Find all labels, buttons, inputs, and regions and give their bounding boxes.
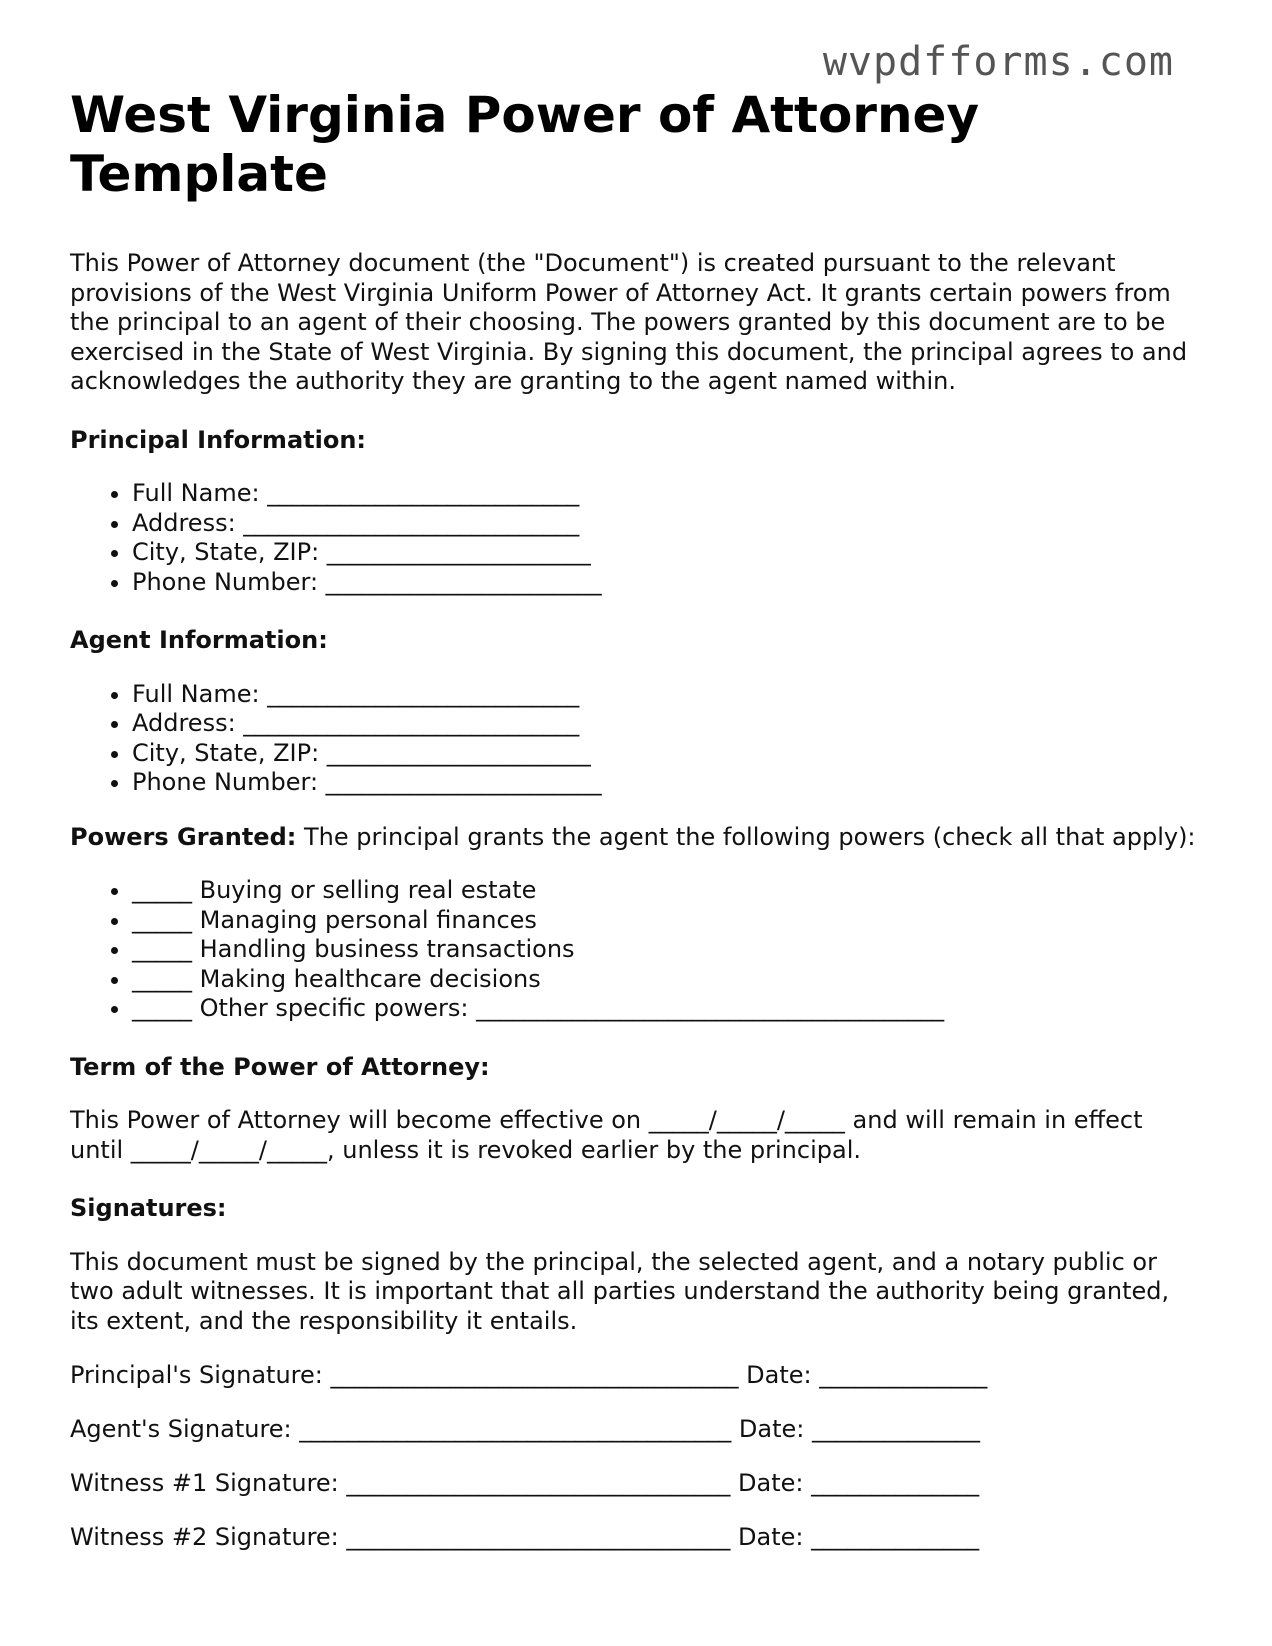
agent-phone-field[interactable]: • Phone Number: _______________________ <box>132 768 1200 798</box>
agent-full-name-field[interactable]: • Full Name: __________________________ <box>132 680 1200 710</box>
power-item-business-transactions[interactable]: • _____ Handling business transactions <box>132 935 1200 965</box>
power-item-other[interactable]: • _____ Other specific powers: _______________________________________ <box>132 994 1200 1024</box>
site-watermark: wvpdfforms.com <box>822 39 1174 85</box>
principal-signature-line[interactable]: Principal's Signature: __________________________________ Date: ______________ <box>70 1361 988 1389</box>
principal-city-state-zip-field[interactable]: • City, State, ZIP: ______________________ <box>132 538 1200 568</box>
powers-heading: Powers Granted: <box>70 822 297 851</box>
powers-paragraph <box>70 823 1200 853</box>
witness-2-signature-line[interactable]: Witness #2 Signature: ________________________________ Date: ______________ <box>70 1523 980 1551</box>
agent-signature-line[interactable]: Agent's Signature: ____________________________________ Date: ______________ <box>70 1415 980 1443</box>
agent-fields-list <box>70 680 1200 798</box>
intro-paragraph: This Power of Attorney document (the "Document") is created pursuant to the relevant provisions of the West Virginia Uniform Power of Attorney Act. It grants certain powers from the principal to an agent of their choosing. The powers granted by this document are to be exercised in the State of West Virginia. By signing this document, the principal agrees to and acknowledges the authority they are granting to the agent named within. <box>70 249 1188 395</box>
power-item-real-estate[interactable]: • _____ Buying or selling real estate <box>132 876 1200 906</box>
signatures-paragraph: This document must be signed by the principal, the selected agent, and a notary public or two adult witnesses. It is important that all parties understand the authority being granted, its extent, and the responsibility it entails. <box>70 1247 1170 1335</box>
agent-address-field[interactable]: • Address: ____________________________ <box>132 709 1200 739</box>
powers-intro-text: The principal grants the agent the following powers (check all that apply): <box>296 822 1196 851</box>
power-item-healthcare[interactable]: • _____ Making healthcare decisions <box>132 965 1200 995</box>
document-page <box>70 86 1200 1552</box>
principal-full-name-field[interactable]: • Full Name: __________________________ <box>132 479 1200 509</box>
witness-1-signature-line[interactable]: Witness #1 Signature: ________________________________ Date: ______________ <box>70 1469 980 1497</box>
principal-heading: Principal Information: <box>70 425 367 454</box>
principal-fields-list <box>70 479 1200 597</box>
agent-heading: Agent Information: <box>70 626 328 654</box>
term-heading: Term of the Power of Attorney: <box>70 1052 490 1081</box>
term-paragraph[interactable]: This Power of Attorney will become effective on _____/_____/_____ and will remain in effect until _____/_____/_____, unless it is revoked earlier by the principal. <box>70 1106 1143 1164</box>
powers-list <box>70 876 1200 1024</box>
principal-address-field[interactable]: • Address: ____________________________ <box>132 509 1200 539</box>
page-title: West Virginia Power of Attorney Template <box>70 86 980 203</box>
principal-phone-field[interactable]: • Phone Number: _______________________ <box>132 568 1200 598</box>
signatures-heading: Signatures: <box>70 1194 227 1222</box>
power-item-personal-finances[interactable]: • _____ Managing personal finances <box>132 906 1200 936</box>
agent-city-state-zip-field[interactable]: • City, State, ZIP: ______________________ <box>132 739 1200 769</box>
